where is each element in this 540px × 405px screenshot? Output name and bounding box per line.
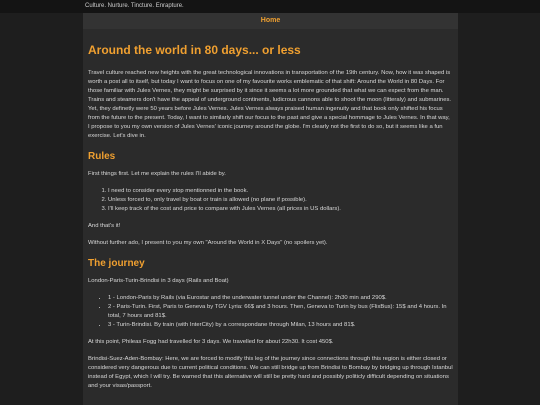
rules-heading: Rules <box>88 151 116 162</box>
intro-paragraph: Travel culture reached new heights with the great technological innovations in transportation of the 19th century. Now, how it was shaped is worth a post all to itself, but today I want to focus on one of my favourite works emblematic of that shift: Around the World in 80 Days. For those familiar with Jules Vernes, they might be surprised by it since it seems a lot more grounded that what we can expect from the man. Trains and steamers don't have the appeal of underground continents, ludicrous cannons able to shoot the moon (litteraly) and submarines. Yet, they definetly were 50 years before Jules Vernes. Jules Vernes always praised human ingenuity and that book only shifted his focus from the future to the present. Today, I want to similarly shift our focus to the past and give a special hommage to Jules Vernes. In that way, I propose to you my own version of Jules Vernes' iconic journey around the globe. I'm clearly not the first to do so, but it seems like a fun exercise. Let's dive in. <box>88 70 452 139</box>
rules-outro: And that's it! <box>88 223 121 229</box>
rule-item: 3. I'll keep track of the cost and price to compare with Jules Vernes (all prices in US dollars). <box>108 205 453 214</box>
rule-item: 1. I need to consider every stop mentionned in the book. <box>108 187 453 196</box>
leg1-step: • 1 - London-Paris by Rails (via Eurostar and the underwater tunnel under the Channel): 2h30 min and 290$. <box>108 294 453 303</box>
leg1-step: • 2 - Paris-Turin. First, Paris to Geneva by TGV Lyria: 66$ and 3 hours. Then, Geneva to Turin by bus (FlixBus): 15$ and 4 hours. In total, 7 hours and 81$. <box>108 303 453 321</box>
page-container <box>83 13 458 405</box>
leg1-step: • 3 - Turin-Brindisi. By train (with InterCity) by a correspondane through Milan, 13 hours and 81$. <box>108 321 453 330</box>
home-link[interactable]: Home <box>260 17 281 24</box>
journey-heading: The journey <box>88 258 145 269</box>
leg1-summary: At this point, Phileas Fogg had travelled for 3 days. We travelled for about 22h30. It cost 450$. <box>88 339 334 345</box>
rules-list <box>88 187 453 214</box>
nav-bar <box>83 13 458 29</box>
rules-transition: Without further ado, I present to you my own "Around the World in X Days" (no spoilers yet). <box>88 240 328 246</box>
leg1-steps-list <box>88 294 453 330</box>
leg1-title: London-Paris-Turin-Brindisi in 3 days (Rails and Boat) <box>88 278 229 284</box>
site-tagline: Culture. Nurture. Tincture. Enrapture. <box>85 3 184 9</box>
article-title: Around the world in 80 days... or less <box>88 43 301 57</box>
rules-intro: First things first. Let me explain the rules I'll abide by. <box>88 171 226 177</box>
top-bar <box>0 0 540 13</box>
article-content <box>88 43 453 399</box>
leg2-intro: Brindisi-Suez-Aden-Bombay: Here, we are forced to modify this leg of the journey since connections through this region is either closed or considered very dangerous due to current political conditions. We can still bridge up from Brindisi to Bombay by bridging up through Istanbul instead of Egypt, which I will try. Be warned that this alternative will still be pretty hard and possibly politicly difficult depending on situations and your visas/passport. <box>88 356 453 389</box>
rule-item: 2. Unless forced to, only travel by boat or train is allowed (no plane if possible). <box>108 196 453 205</box>
